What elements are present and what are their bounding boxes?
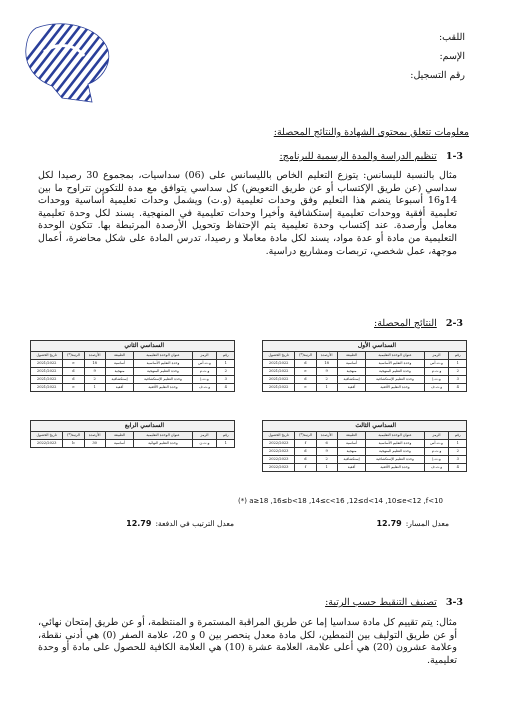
semester-3-table — [262, 420, 467, 472]
cell-symbol: و.ت.إ — [424, 456, 449, 464]
column-header-date: تاريخ الحصول — [31, 352, 63, 360]
cell-grade: d — [63, 376, 84, 384]
section-3-paragraph: مثال: يتم تقييم كل مادة سداسيا إما عن طريق المراقبة المستمرة و المنتظمة، أو عن طريق إمتحان نهائي، أو عن طريق التوليف بين النمطين، لكل مادة معدل ينحصر بين 0 و 20، علامة الصفر (0) هي أدنى نقطة، وعلامة عشرون (20) هي أعلى علامة، العلامة عشرة (10) هي العلامة الكافية للحصول على مادة أو وحدة تعليمية. — [38, 617, 458, 666]
semester-4-title: السداسي الرابع — [30, 420, 235, 431]
cell-unit: وحدة التعليم الإستكشافية — [366, 376, 424, 384]
cell-symbol: و.ت.أس — [192, 360, 217, 368]
table-row — [263, 384, 467, 392]
cell-date: 2021/2022 — [263, 384, 295, 392]
column-header-code: رقم — [449, 352, 467, 360]
cell-nature: أفقية — [105, 384, 134, 392]
semester-1-title: السداسي الأول — [262, 340, 467, 351]
cell-symbol: و.ت.ف — [192, 384, 217, 392]
cell-credits: 1 — [316, 384, 337, 392]
semester-2-title: السداسي الثاني — [30, 340, 235, 351]
section-2-heading — [374, 318, 463, 329]
table-header-row — [263, 352, 467, 360]
table-header-row — [31, 352, 235, 360]
cell-unit: وحدة التعليم المنهجية — [366, 368, 424, 376]
column-header-symbol: الرمز — [192, 432, 217, 440]
column-header-unit-title: عنوان الوحدة التعليمية — [366, 352, 424, 360]
cell-grade: d — [295, 376, 316, 384]
cell-code: 3 — [217, 376, 235, 384]
column-header-date: تاريخ الحصول — [263, 352, 295, 360]
cell-unit: وحدة التعليم الأساسية — [366, 440, 424, 448]
cell-date: 2021/2022 — [31, 368, 63, 376]
path-average — [376, 519, 449, 528]
cell-grade: d — [63, 368, 84, 376]
column-header-nature: الطبيعة — [105, 432, 134, 440]
cell-symbol: و.ت.أس — [424, 440, 449, 448]
cell-code: 1 — [217, 360, 235, 368]
cell-date: 2021/2022 — [31, 384, 63, 392]
column-header-symbol: الرمز — [424, 432, 449, 440]
section-3-title: تصنيف التنقيط حسب الرتبة: — [325, 597, 437, 608]
column-header-grade: الرتبة(*) — [295, 352, 316, 360]
cell-grade: f — [295, 440, 316, 448]
column-header-code: رقم — [217, 432, 235, 440]
table-row — [263, 448, 467, 456]
cell-date: 2021/2022 — [31, 376, 63, 384]
university-logo — [22, 22, 110, 104]
cell-unit: وحدة التعليم المنهجية — [134, 368, 192, 376]
cell-credits: 6 — [316, 440, 337, 448]
section-2-number: 2-3 — [445, 318, 463, 329]
grading-scale-note: (*) a≥18 ,16≤b<18 ,14≤c<16 ,12≤d<14 ,10≤e<12 ,f<10 — [238, 497, 443, 505]
table-row — [263, 360, 467, 368]
column-header-credits: الأرصدة — [316, 352, 337, 360]
cell-nature: أساسية — [105, 440, 134, 448]
cell-credits: 18 — [316, 360, 337, 368]
table-header-row — [263, 432, 467, 440]
cell-nature: منهجية — [105, 368, 134, 376]
cell-credits: 1 — [84, 384, 105, 392]
cell-symbol: و.ت.ف — [424, 384, 449, 392]
cell-code: 2 — [449, 368, 467, 376]
column-header-nature: الطبيعة — [337, 432, 366, 440]
section-1-paragraph: مثال بالنسبة لليسانس: يتوزع التعليم الخاص بالليسانس على (06) سداسيات، بمجموع 30 رصيدا لكل سداسي (عن طريق الإكتساب أو عن طريق التعويض) كل سداسي يتوافق مع مدة للتكوين تتراوح ما بين 14و16 أسبوعا ينضم هذا التعليم وفق وحدات تعليمية (و.ت) ويشمل وحدات تعليمية أساسية ووحدات تعليمية أفقية ووحدات تعليمية إستكشافية وأخيرا وحدات تعليمية في المنهجية. يسند لكل وحدة تعليمية معامل وأرصدة. عند إكتساب وحدة تعليمية يتم الإحتفاظ وتحويل الأرصدة المرتبطة بها. تتكون الوحدة التعليمية من مادة أو عدة مواد، يسند لكل مادة معاملا و رصيدا، تدرس المادة على شكل محاضرة، أعمال موجهة، عمل شخصي، تربصات ومشاريع دراسية. — [38, 170, 457, 257]
cell-unit: وحدة التعليم الإستكشافية — [366, 456, 424, 464]
rank-average — [126, 519, 234, 528]
main-title: معلومات تتعلق بمحتوى الشهادة والنتائج المحصلة: — [273, 127, 469, 138]
cell-grade: e — [295, 384, 316, 392]
cell-code: 1 — [217, 440, 235, 448]
column-header-symbol: الرمز — [192, 352, 217, 360]
cell-code: 4 — [449, 464, 467, 472]
cell-nature: منهجية — [337, 368, 366, 376]
cell-nature: أفقية — [337, 384, 366, 392]
cell-date: 2022/2023 — [263, 448, 295, 456]
table-row — [31, 440, 235, 448]
table-row — [263, 368, 467, 376]
cell-symbol: و.ت.ن — [192, 440, 217, 448]
surname-label: اللقب: — [438, 32, 465, 43]
cell-nature: أفقية — [337, 464, 366, 472]
cell-unit: وحدة التعليم المنهجية — [366, 448, 424, 456]
student-id-fields — [410, 28, 465, 85]
column-header-credits: الأرصدة — [316, 432, 337, 440]
semester-4-table — [30, 420, 235, 448]
column-header-nature: الطبيعة — [105, 352, 134, 360]
section-3-heading — [325, 597, 463, 608]
cell-symbol: و.ت.م — [192, 368, 217, 376]
cell-credits: 9 — [316, 448, 337, 456]
semester-1-table — [262, 340, 467, 392]
cell-credits: 2 — [84, 376, 105, 384]
cell-unit: وحدة التعليم الأساسية — [366, 360, 424, 368]
cell-unit: وحدة التعليم الإستكشافية — [134, 376, 192, 384]
cell-code: 4 — [449, 384, 467, 392]
rank-average-label: معدل الترتيب في الدفعة: — [155, 519, 234, 528]
cell-code: 1 — [449, 440, 467, 448]
section-2-title: النتائج المحصلة: — [374, 318, 437, 329]
cell-code: 3 — [449, 376, 467, 384]
semester-2-grid — [30, 351, 235, 392]
column-header-unit-title: عنوان الوحدة التعليمية — [134, 352, 192, 360]
column-header-nature: الطبيعة — [337, 352, 366, 360]
cell-code: 3 — [449, 456, 467, 464]
cell-nature: أساسية — [105, 360, 134, 368]
section-1-title: تنظيم الدراسة والمدة الرسمية للبرنامج: — [279, 151, 437, 162]
cell-grade: e — [63, 360, 84, 368]
table-row — [263, 376, 467, 384]
column-header-grade: الرتبة(*) — [63, 432, 84, 440]
cell-nature: أساسية — [337, 360, 366, 368]
column-header-grade: الرتبة(*) — [295, 432, 316, 440]
path-average-label: معدل المسار: — [405, 519, 449, 528]
name-label: الإسم: — [439, 51, 465, 62]
cell-code: 2 — [217, 368, 235, 376]
cell-credits: 18 — [84, 360, 105, 368]
cell-credits: 9 — [316, 368, 337, 376]
column-header-date: تاريخ الحصول — [31, 432, 63, 440]
column-header-code: رقم — [217, 352, 235, 360]
column-header-date: تاريخ الحصول — [263, 432, 295, 440]
cell-symbol: و.ت.أس — [424, 360, 449, 368]
cell-symbol: و.ت.م — [424, 368, 449, 376]
column-header-credits: الأرصدة — [84, 352, 105, 360]
cell-grade: d — [295, 448, 316, 456]
column-header-code: رقم — [449, 432, 467, 440]
rank-average-value: 12.79 — [126, 519, 152, 528]
cell-symbol: و.ت.إ — [424, 376, 449, 384]
semester-4-grid — [30, 431, 235, 448]
cell-unit: وحدة التعليم الأفقية — [134, 384, 192, 392]
cell-date: 2022/2023 — [263, 440, 295, 448]
column-header-unit-title: عنوان الوحدة التعليمية — [134, 432, 192, 440]
cell-date: 2022/2023 — [31, 440, 63, 448]
cell-date: 2021/2022 — [263, 376, 295, 384]
cell-credits: 2 — [316, 376, 337, 384]
cell-symbol: و.ت.م — [424, 448, 449, 456]
semester-3-grid — [262, 431, 467, 472]
cell-nature: أساسية — [337, 440, 366, 448]
cell-grade: b — [63, 440, 84, 448]
cell-nature: منهجية — [337, 448, 366, 456]
cell-credits: 30 — [84, 440, 105, 448]
cell-code: 2 — [449, 448, 467, 456]
cell-unit: وحدة التعليم النهائية — [134, 440, 192, 448]
cell-code: 4 — [217, 384, 235, 392]
cell-grade: f — [295, 464, 316, 472]
cell-grade: d — [295, 456, 316, 464]
cell-credits: 1 — [316, 464, 337, 472]
table-row — [263, 440, 467, 448]
cell-grade: d — [295, 360, 316, 368]
section-1-heading — [280, 151, 463, 162]
semester-2-table — [30, 340, 235, 392]
cell-grade: e — [63, 384, 84, 392]
table-row — [263, 464, 467, 472]
cell-credits: 2 — [316, 456, 337, 464]
column-header-symbol: الرمز — [424, 352, 449, 360]
table-row — [31, 384, 235, 392]
cell-code: 1 — [449, 360, 467, 368]
registration-label: رقم التسجيل: — [410, 70, 465, 81]
column-header-credits: الأرصدة — [84, 432, 105, 440]
column-header-unit-title: عنوان الوحدة التعليمية — [366, 432, 424, 440]
path-average-value: 12.79 — [376, 519, 402, 528]
cell-date: 2021/2022 — [263, 360, 295, 368]
cell-unit: وحدة التعليم الأساسية — [134, 360, 192, 368]
table-row — [263, 456, 467, 464]
semester-1-grid — [262, 351, 467, 392]
column-header-grade: الرتبة(*) — [63, 352, 84, 360]
cell-symbol: و.ت.إ — [192, 376, 217, 384]
section-1-number: 1-3 — [445, 151, 463, 162]
table-row — [31, 360, 235, 368]
cell-nature: إستكشافية — [337, 376, 366, 384]
cell-unit: وحدة التعليم الأفقية — [366, 464, 424, 472]
cell-credits: 9 — [84, 368, 105, 376]
cell-date: 2021/2022 — [31, 360, 63, 368]
table-header-row — [31, 432, 235, 440]
cell-date: 2022/2023 — [263, 456, 295, 464]
cell-grade: e — [295, 368, 316, 376]
section-3-number: 3-3 — [445, 597, 463, 608]
table-row — [31, 368, 235, 376]
cell-date: 2022/2023 — [263, 464, 295, 472]
cell-date: 2021/2022 — [263, 368, 295, 376]
cell-nature: إستكشافية — [337, 456, 366, 464]
cell-nature: إستكشافية — [105, 376, 134, 384]
semester-3-title: السداسي الثالث — [262, 420, 467, 431]
cell-unit: وحدة التعليم الأفقية — [366, 384, 424, 392]
table-row — [31, 376, 235, 384]
cell-symbol: و.ت.ف — [424, 464, 449, 472]
